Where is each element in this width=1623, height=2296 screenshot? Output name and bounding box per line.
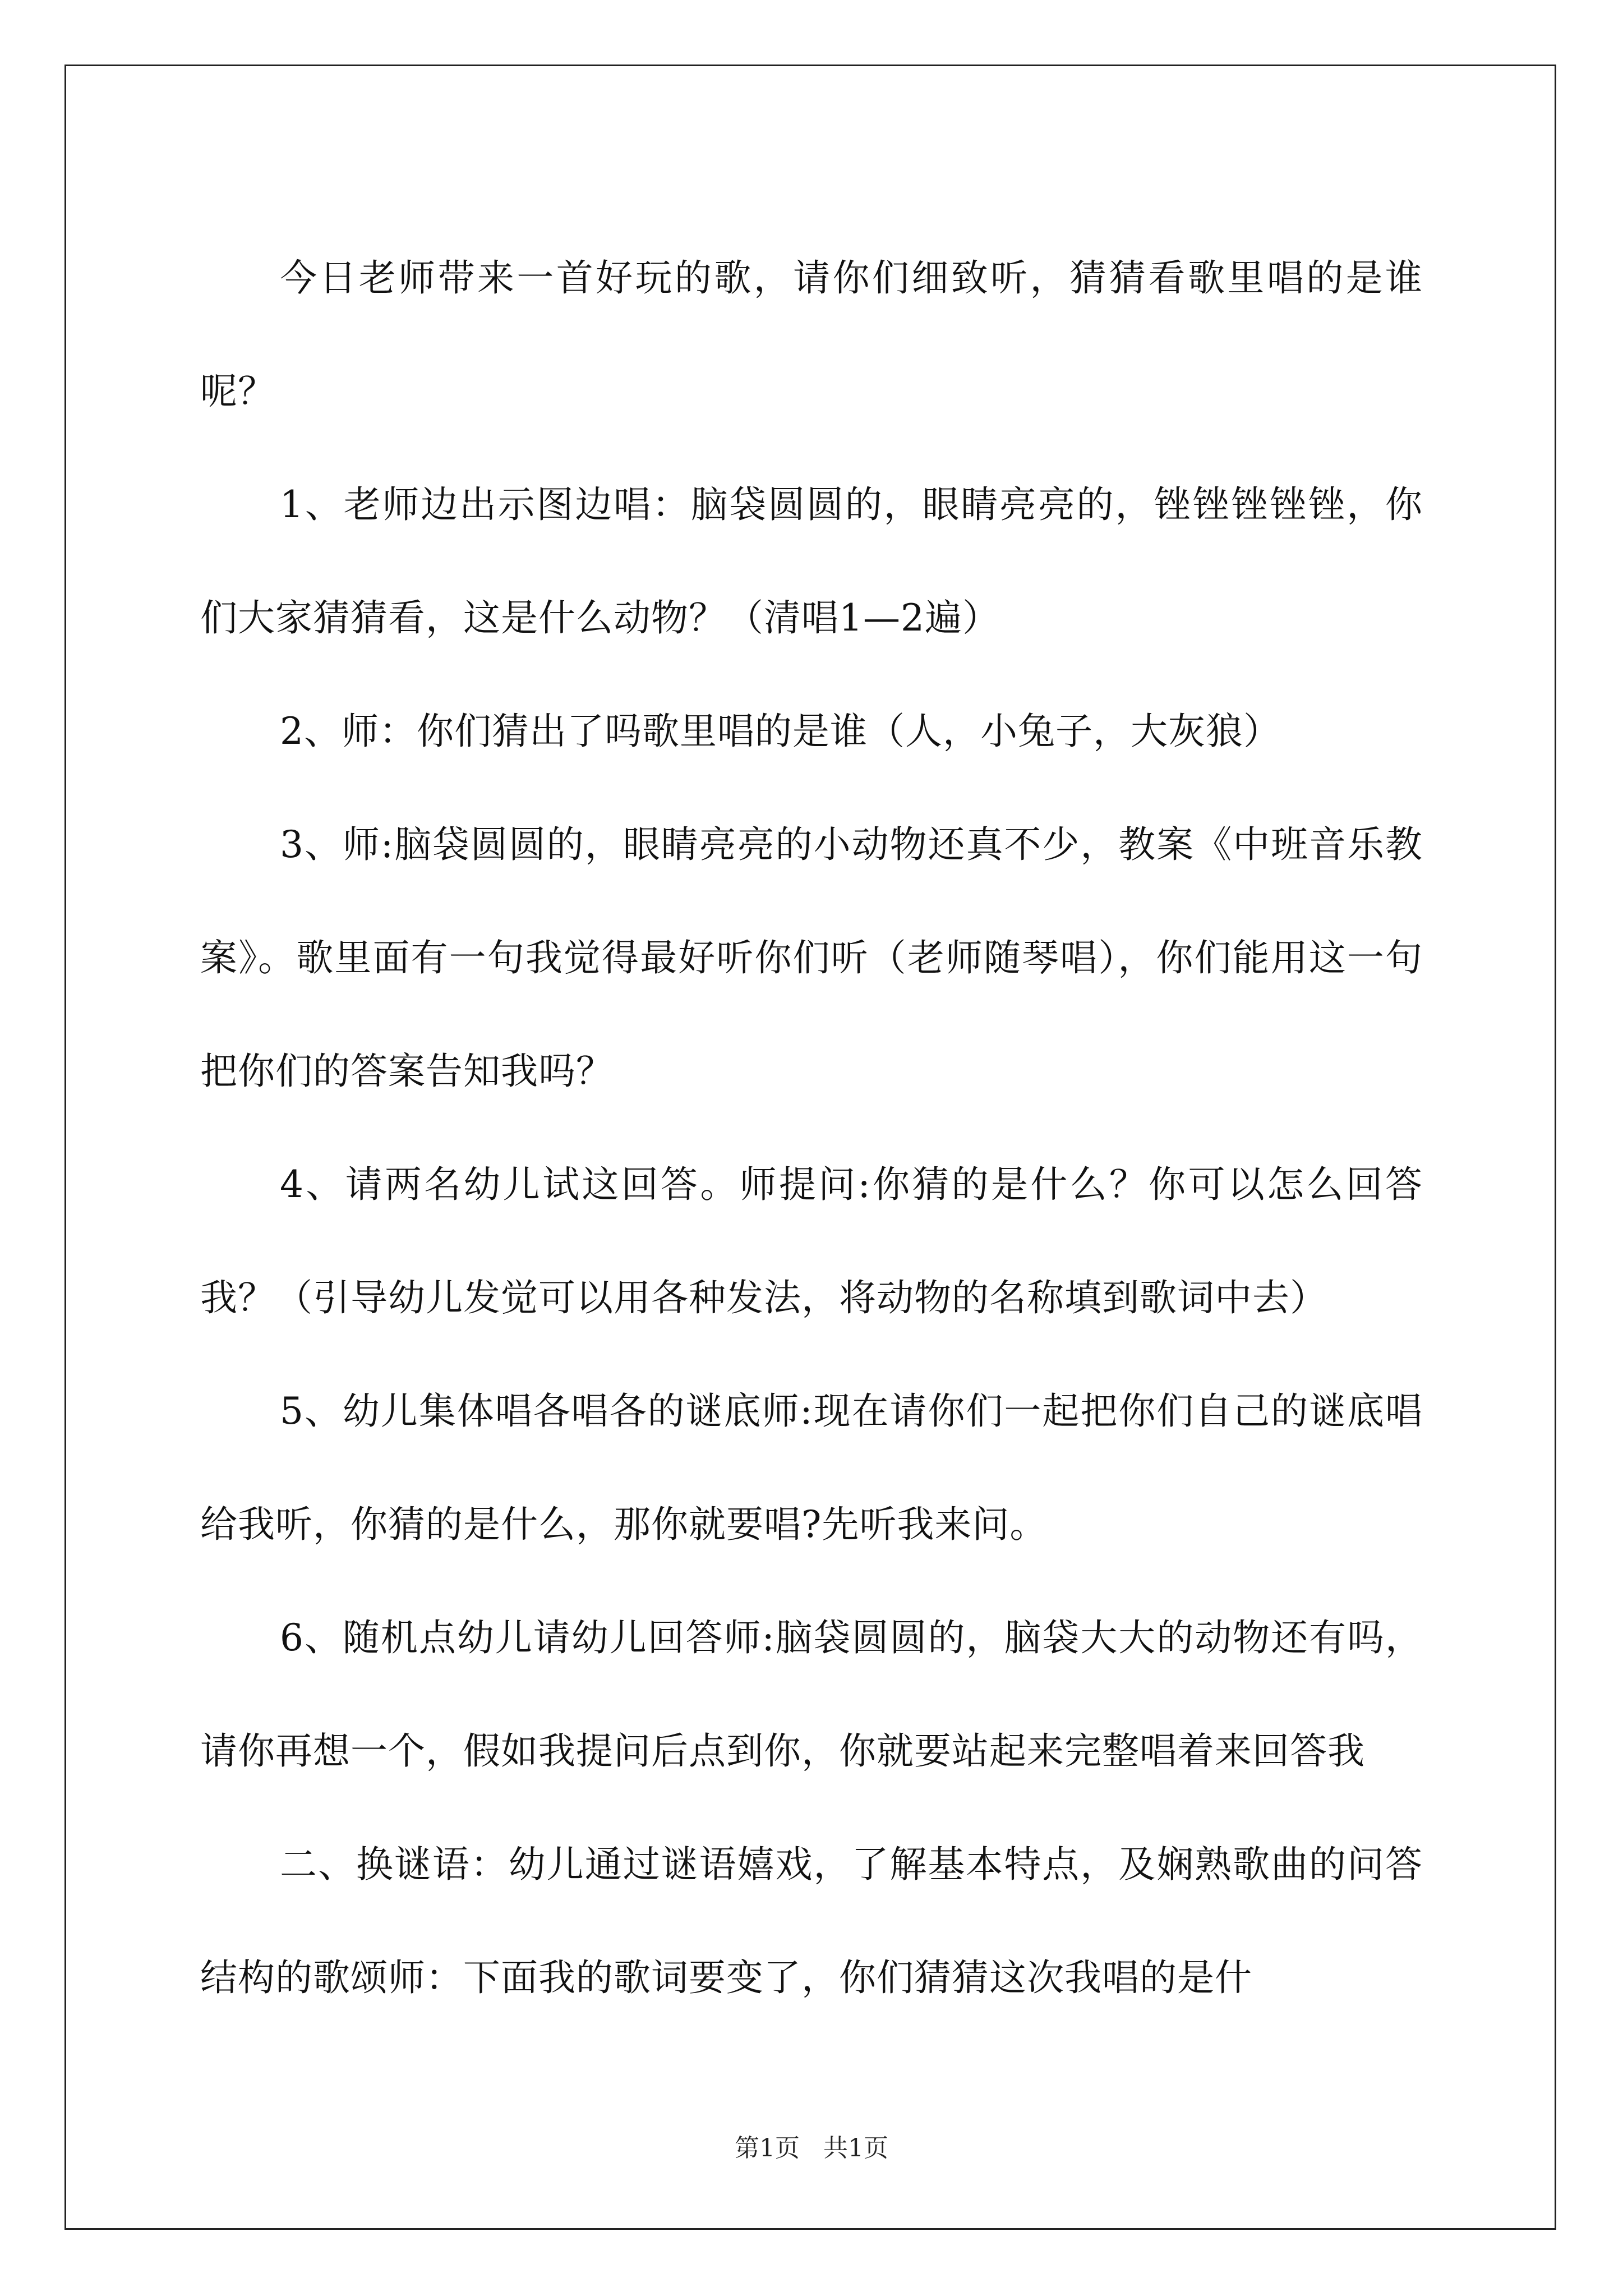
paragraph-step-3: 3、师:脑袋圆圆的，眼睛亮亮的小动物还真不少，教案《中班音乐教案》。歌里面有一句我觉得最好听你们听（老师随琴唱），你们能用这一句把你们的答案告知我吗？ [200,823,1423,1093]
document-body [200,222,1423,2035]
page-total: 共1页 [823,2134,888,2162]
page-footer [0,2132,1623,2165]
paragraph-section-2: 二、换谜语：幼儿通过谜语嬉戏，了解基本特点，及娴熟歌曲的问答结构的歌颂师：下面我的歌词要变了，你们猜猜这次我唱的是什 [200,1843,1423,1999]
paragraph-step-5: 5、幼儿集体唱各唱各的谜底师:现在请你们一起把你们自己的谜底唱给我听，你猜的是什么，那你就要唱?先听我来问。 [200,1389,1423,1546]
page-number: 第1页 [735,2134,800,2162]
paragraph-step-4: 4、请两名幼儿试这回答。师提问:你猜的是什么？你可以怎么回答我？（引导幼儿发觉可以用各种发法，将动物的名称填到歌词中去） [200,1163,1423,1319]
paragraph-step-2: 2、师：你们猜出了吗歌里唱的是谁（人，小兔子，大灰狼） [280,710,1281,753]
paragraph-step-1: 1、老师边出示图边唱：脑袋圆圆的，眼睛亮亮的，锉锉锉锉锉，你们大家猜猜看，这是什么动物？（清唱1—2遍） [200,483,1423,639]
paragraph-step-6: 6、随机点幼儿请幼儿回答师:脑袋圆圆的，脑袋大大的动物还有吗，请你再想一个，假如我提问后点到你，你就要站起来完整唱着来回答我 [200,1616,1423,1773]
paragraph-intro: 今日老师带来一首好玩的歌，请你们细致听，猜猜看歌里唱的是谁呢？ [200,256,1423,413]
